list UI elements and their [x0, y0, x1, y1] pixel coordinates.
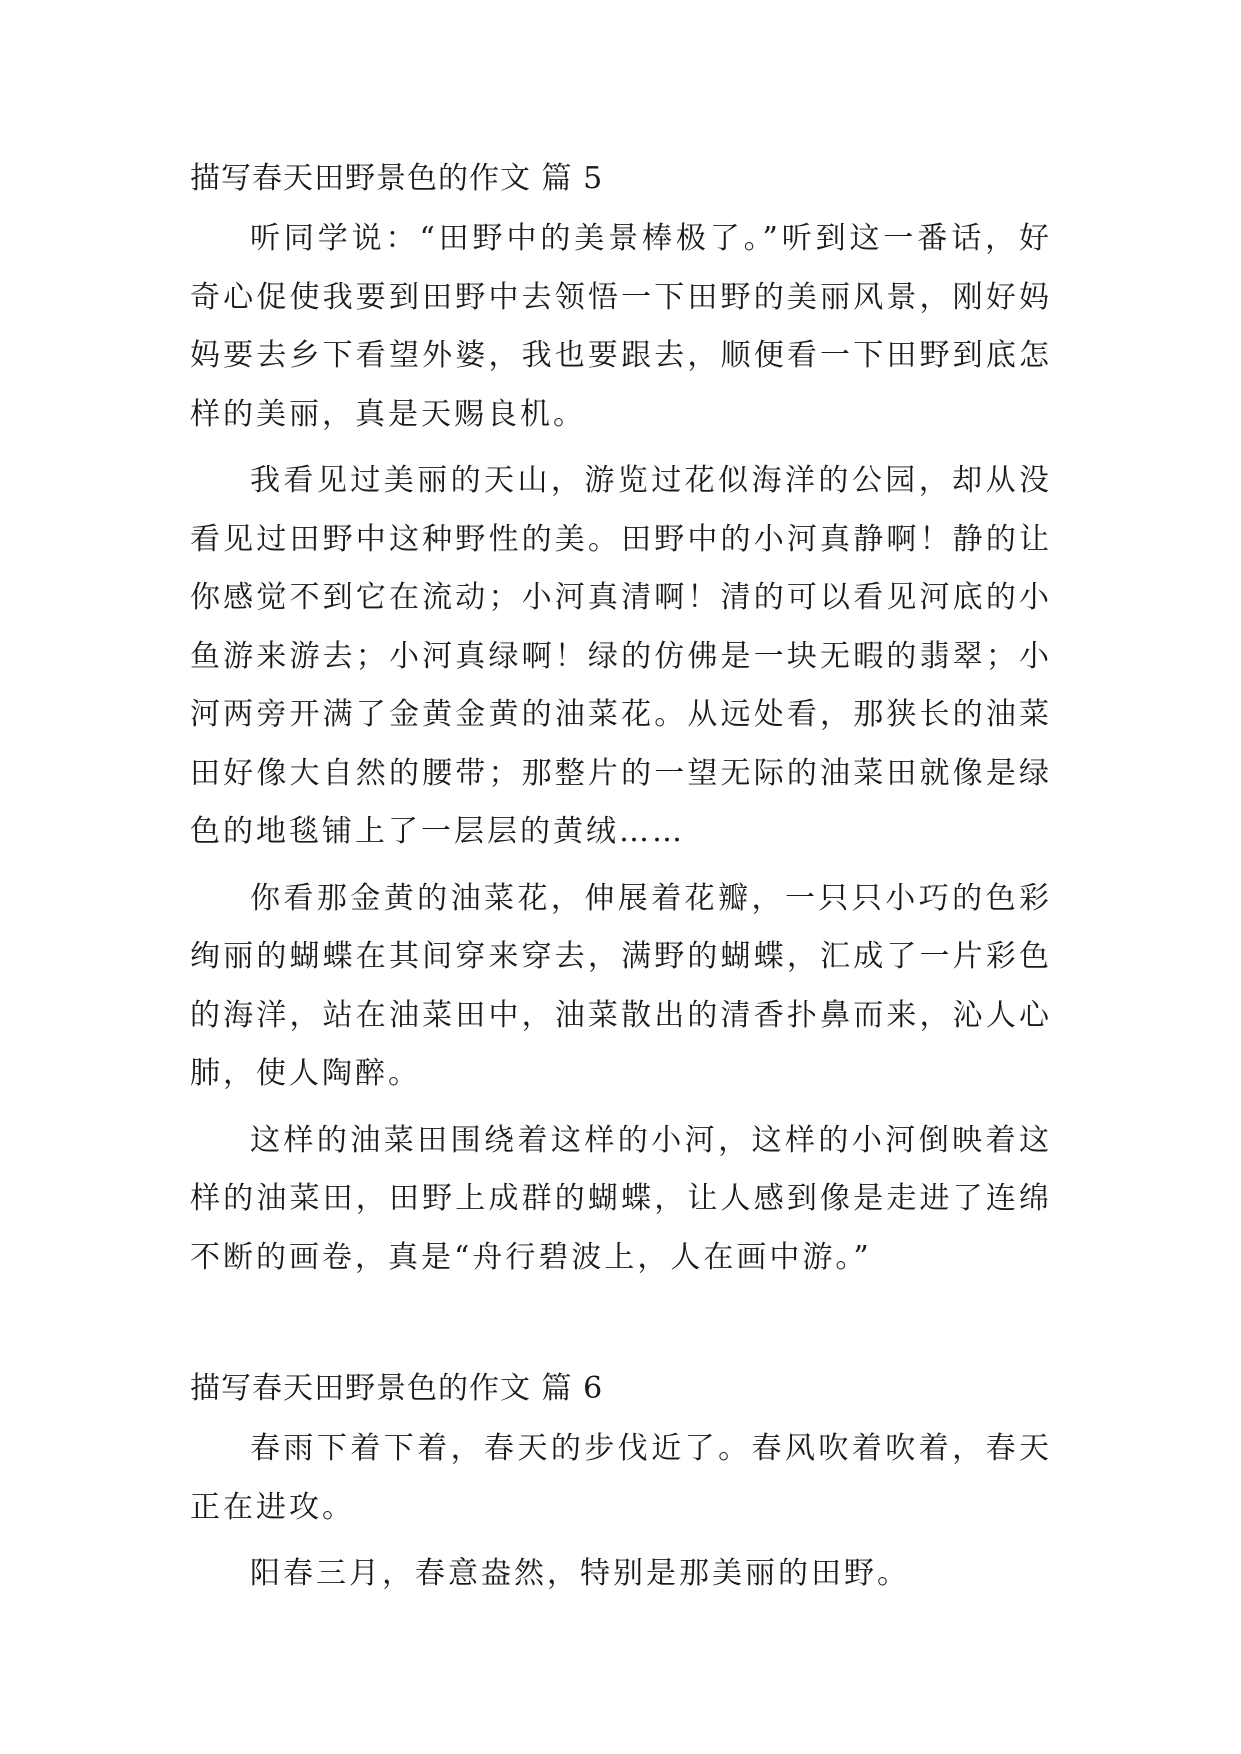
paragraph: 听同学说：“田野中的美景棒极了。”听到这一番话，好奇心促使我要到田野中去领悟一下田野的美丽风景，刚好妈妈要去乡下看望外婆，我也要跟去，顺便看一下田野到底怎样的美丽，真是天赐良机。 [190, 221, 1052, 432]
paragraph: 我看见过美丽的天山，游览过花似海洋的公园，却从没看见过田野中这种野性的美。田野中的小河真静啊！静的让你感觉不到它在流动；小河真清啊！清的可以看见河底的小鱼游来游去；小河真绿啊！绿的仿佛是一块无暇的翡翠；小河两旁开满了金黄金黄的油菜花。从远处看，那狭长的油菜田好像大自然的腰带；那整片的一望无际的油菜田就像是绿色的地毯铺上了一层层的黄绒…… [190, 463, 1052, 849]
section-heading: 描写春天田野景色的作文 篇 5 [190, 161, 604, 196]
section-heading: 描写春天田野景色的作文 篇 6 [190, 1371, 604, 1406]
paragraph: 春雨下着下着，春天的步伐近了。春风吹着吹着，春天正在进攻。 [190, 1431, 1052, 1525]
section-spacer [190, 1287, 1052, 1360]
essay-section-6 [190, 1360, 1052, 1604]
paragraph: 阳春三月，春意盎然，特别是那美丽的田野。 [250, 1556, 910, 1591]
essay-section-5 [190, 150, 1052, 1287]
paragraph: 这样的油菜田围绕着这样的小河，这样的小河倒映着这样的油菜田，田野上成群的蝴蝶，让人感到像是走进了连绵不断的画卷，真是“舟行碧波上，人在画中游。” [190, 1122, 1052, 1275]
paragraph: 你看那金黄的油菜花，伸展着花瓣，一只只小巧的色彩绚丽的蝴蝶在其间穿来穿去，满野的蝴蝶，汇成了一片彩色的海洋，站在油菜田中，油菜散出的清香扑鼻而来，沁人心肺，使人陶醉。 [190, 880, 1052, 1091]
document-page [190, 150, 1052, 1604]
